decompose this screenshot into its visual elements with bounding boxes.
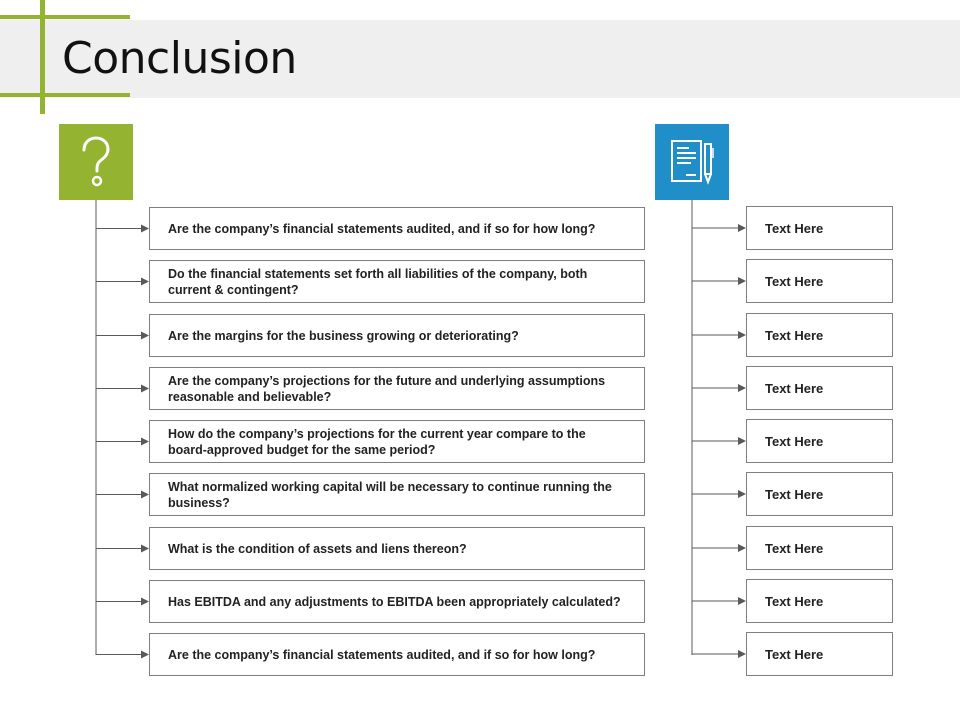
question-box — [149, 420, 645, 463]
answer-box — [746, 419, 893, 463]
answer-box — [746, 313, 893, 357]
question-box — [149, 367, 645, 410]
question-text: Are the company’s financial statements audited, and if so for how long? — [168, 647, 596, 662]
answer-box — [746, 472, 893, 516]
question-text: Are the margins for the business growing or deteriorating? — [168, 328, 519, 343]
question-text: How do the company’s projections for the current year compare to the board-approved budget for the same period? — [168, 426, 586, 457]
question-text: What normalized working capital will be necessary to continue running the business? — [168, 479, 612, 510]
question-text: Are the company’s financial statements audited, and if so for how long? — [168, 221, 596, 236]
question-box — [149, 314, 645, 357]
answer-box — [746, 526, 893, 570]
question-box — [149, 207, 645, 250]
answer-text: Text Here — [765, 540, 824, 556]
answer-box — [746, 579, 893, 623]
question-box — [149, 527, 645, 570]
question-box — [149, 260, 645, 303]
question-text: Are the company’s projections for the future and underlying assumptions reasonable and believable? — [168, 373, 606, 404]
answer-box — [746, 632, 893, 676]
question-box — [149, 473, 645, 516]
answer-text: Text Here — [765, 273, 824, 289]
page-title: Conclusion — [62, 33, 297, 84]
answer-text: Text Here — [765, 593, 824, 609]
answer-text: Text Here — [765, 220, 824, 236]
answer-box — [746, 366, 893, 410]
answer-text: Text Here — [765, 327, 824, 343]
answer-text: Text Here — [765, 486, 824, 502]
answer-box — [746, 206, 893, 250]
answer-text: Text Here — [765, 380, 824, 396]
question-box — [149, 633, 645, 676]
answer-box — [746, 259, 893, 303]
answer-text: Text Here — [765, 646, 824, 662]
question-box — [149, 580, 645, 623]
question-text: What is the condition of assets and liens thereon? — [168, 541, 467, 556]
answer-text: Text Here — [765, 433, 824, 449]
question-text: Do the financial statements set forth all liabilities of the company, both current & contingent? — [168, 266, 588, 297]
question-text: Has EBITDA and any adjustments to EBITDA been appropriately calculated? — [168, 594, 621, 609]
